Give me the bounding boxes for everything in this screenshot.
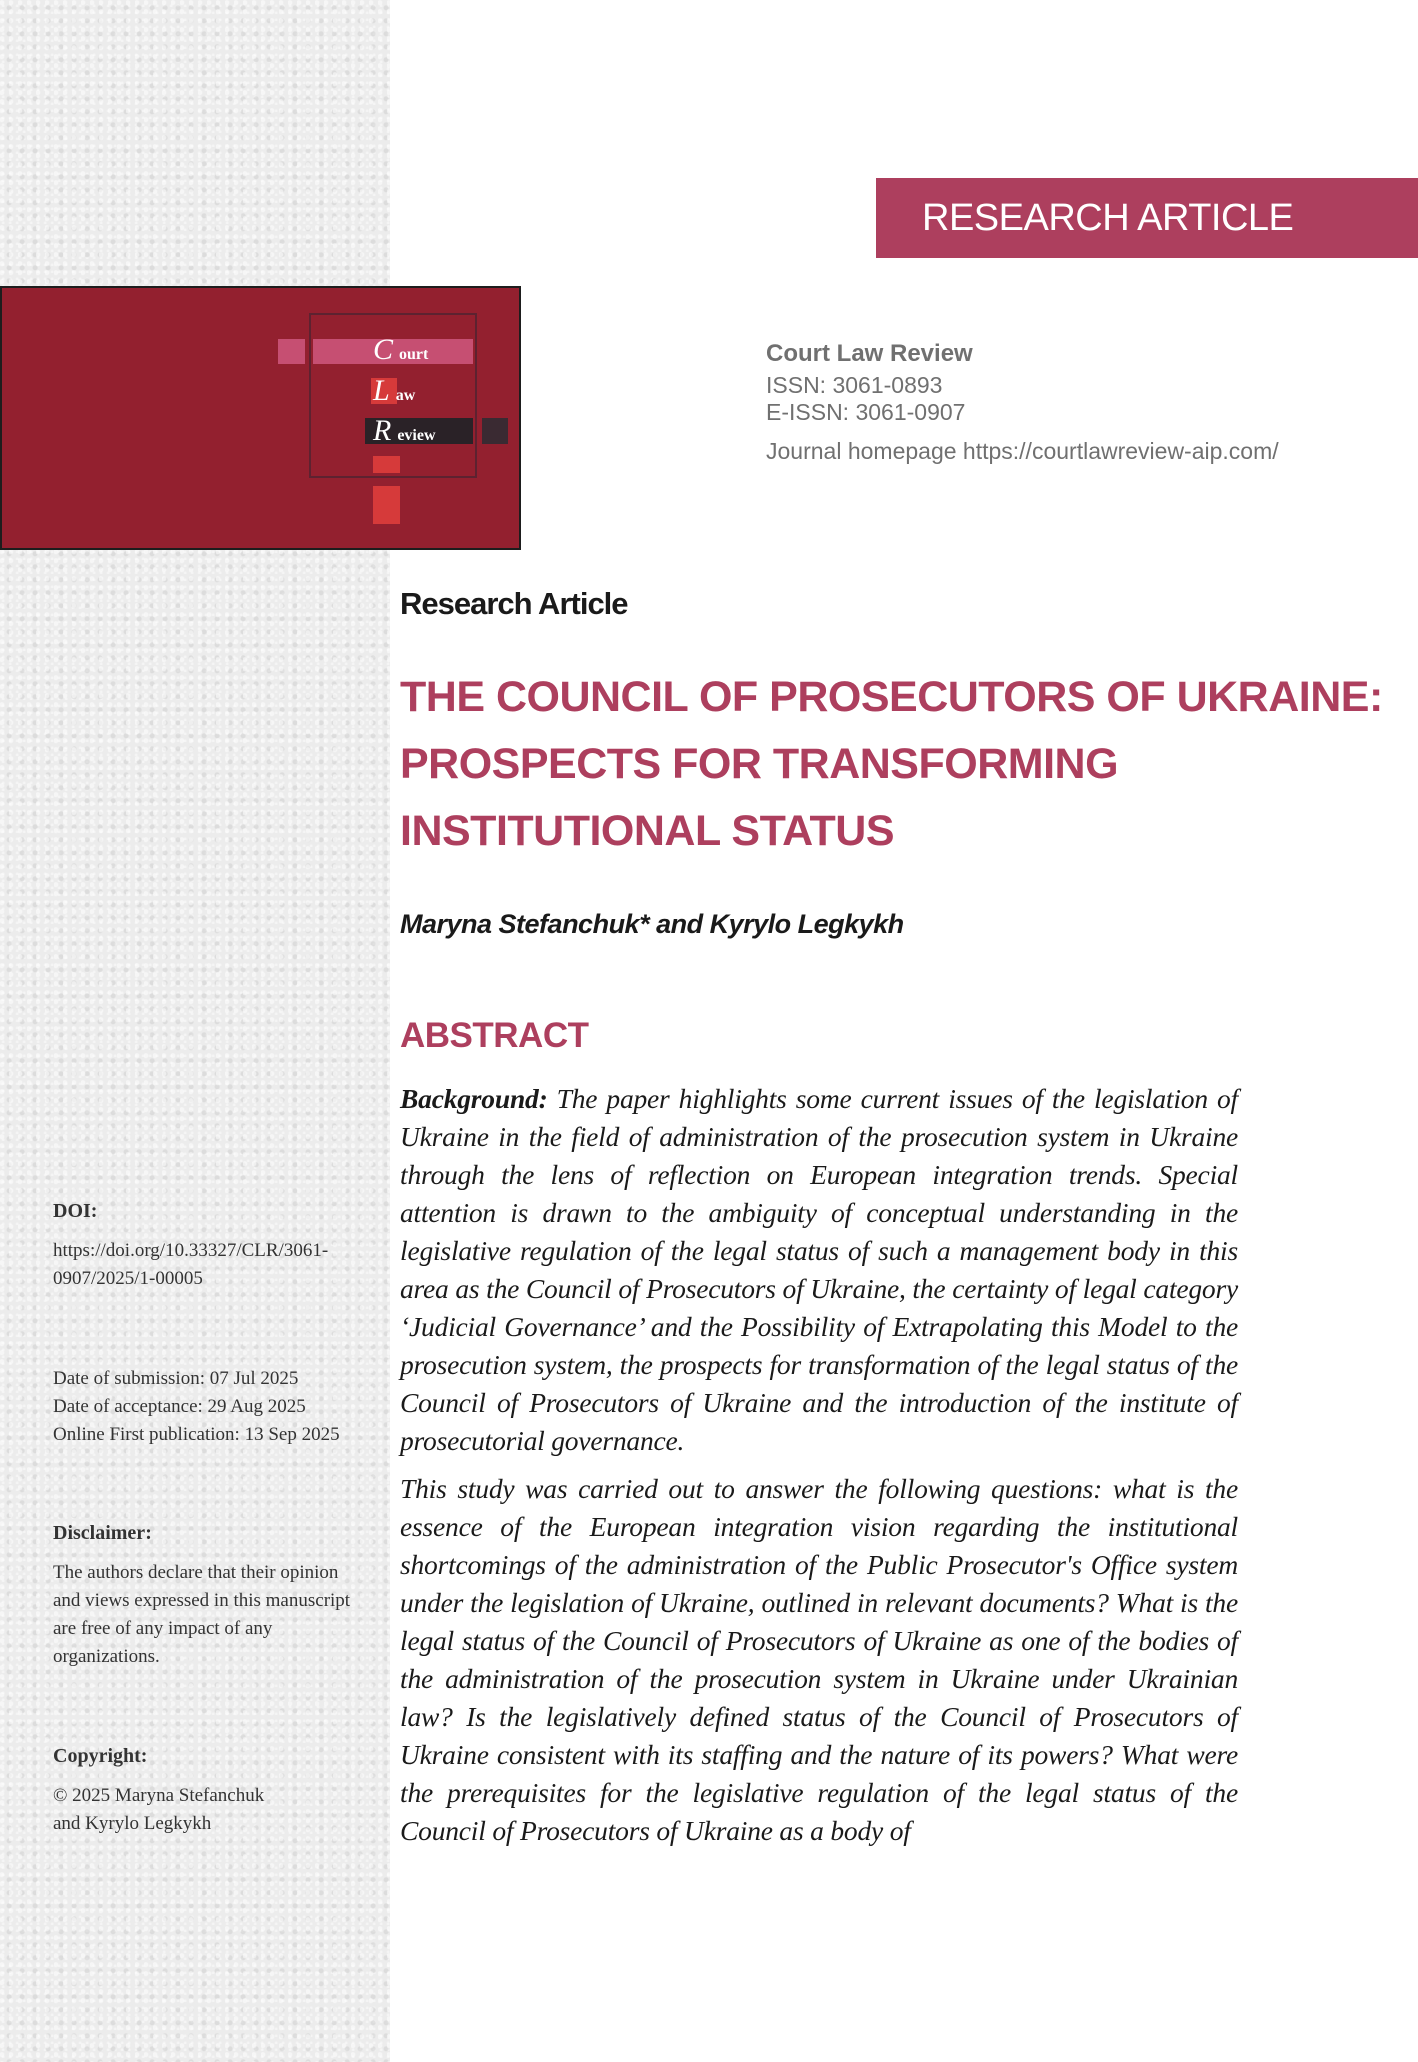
doi-block [53,1197,393,1293]
journal-eissn: E-ISSN: 3061-0907 [766,399,966,425]
logo-square-large [373,486,400,524]
acceptance-date: Date of acceptance: 29 Aug 2025 [53,1396,306,1417]
title-line: PROSPECTS FOR TRANSFORMING [400,740,1119,788]
disclaimer-line: are free of any impact of any [53,1618,273,1639]
logo-line-court [373,333,428,367]
copyright-line: and Kyrylo Legkykh [53,1813,212,1834]
doi-label: DOI: [53,1200,98,1222]
journal-info [766,336,1279,465]
abstract-body [400,1080,1238,1860]
logo-rest-court: ourt [399,346,429,363]
journal-issn: ISSN: 3061-0893 [766,372,943,398]
copyright-label: Copyright: [53,1745,148,1767]
logo-square-accent [278,339,305,364]
dates-block [53,1365,393,1449]
disclaimer-block [53,1519,393,1671]
logo-line-review [373,414,436,448]
disclaimer-line: and views expressed in this manuscript [53,1590,351,1611]
disclaimer-label: Disclaimer: [53,1522,152,1544]
abstract-paragraph-text: The paper highlights some current issues of the legislation of Ukraine in the field of administration of the prosecution system in Ukraine through the lens of reflection on European integration trends. Special attention is drawn to the ambiguity of conceptual understanding in the legislative regulation of the legal status of such a management body in this area as the Council of Prosecutors of Ukraine, the certainty of legal category ‘Judicial Governance’ and the Possibility of Extrapolating this Model to the prosecution system, the prospects for transformation of the legal status of the Council of Prosecutors of Ukraine and the introduction of the institute of prosecutorial governance. [400,1083,1238,1456]
background-label: Background: [400,1083,548,1114]
title-line: INSTITUTIONAL STATUS [400,807,895,855]
title-line: THE COUNCIL OF PROSECUTORS OF UKRAINE: [400,673,1383,721]
journal-name: Court Law Review [766,340,973,367]
logo-initial-c: C [373,333,394,366]
logo-rest-review: eview [397,427,436,444]
article-category-banner: RESEARCH ARTICLE [876,178,1418,258]
logo-initial-l: L [373,374,390,407]
disclaimer-line: The authors declare that their opinion [53,1562,339,1583]
abstract-paragraph: This study was carried out to answer the following questions: what is the essence of the European integration vision regarding the institutional shortcomings of the administration of the Public Prosecutor's Office system under the legislation of Ukraine, outlined in relevant documents? What is the legal status of the Council of Prosecutors of Ukraine as one of the bodies of the administration of the prosecution system in Ukraine under Ukrainian law? Is the legislatively defined status of the Council of Prosecutors of Ukraine consistent with its staffing and the nature of its powers? What were the prerequisites for the legislative regulation of the legal status of the Council of Prosecutors of Ukraine as a body of [400,1473,1238,1846]
abstract-paragraph [400,1080,1238,1460]
disclaimer-line: organizations. [53,1646,160,1667]
doi-link[interactable]: https://doi.org/10.33327/CLR/3061- [53,1240,329,1261]
article-type-label: Research Article [400,586,628,621]
journal-homepage-link[interactable]: Journal homepage https://courtlawreview-aip.com/ [766,438,1279,464]
submission-date: Date of submission: 07 Jul 2025 [53,1368,299,1389]
logo-line-law [373,374,415,408]
article-title [400,664,1383,865]
article-authors: Maryna Stefanchuk* and Kyrylo Legkykh [400,909,904,939]
logo-rest-law: aw [395,387,416,404]
doi-link[interactable]: 0907/2025/1-00005 [53,1268,203,1289]
copyright-line: © 2025 Maryna Stefanchuk [53,1785,265,1806]
publication-date: Online First publication: 13 Sep 2025 [53,1424,340,1445]
logo-square-dark [482,418,508,444]
logo-square-small [373,456,400,473]
abstract-heading: ABSTRACT [400,1016,589,1055]
logo-initial-r: R [373,414,392,447]
copyright-block [53,1742,393,1838]
